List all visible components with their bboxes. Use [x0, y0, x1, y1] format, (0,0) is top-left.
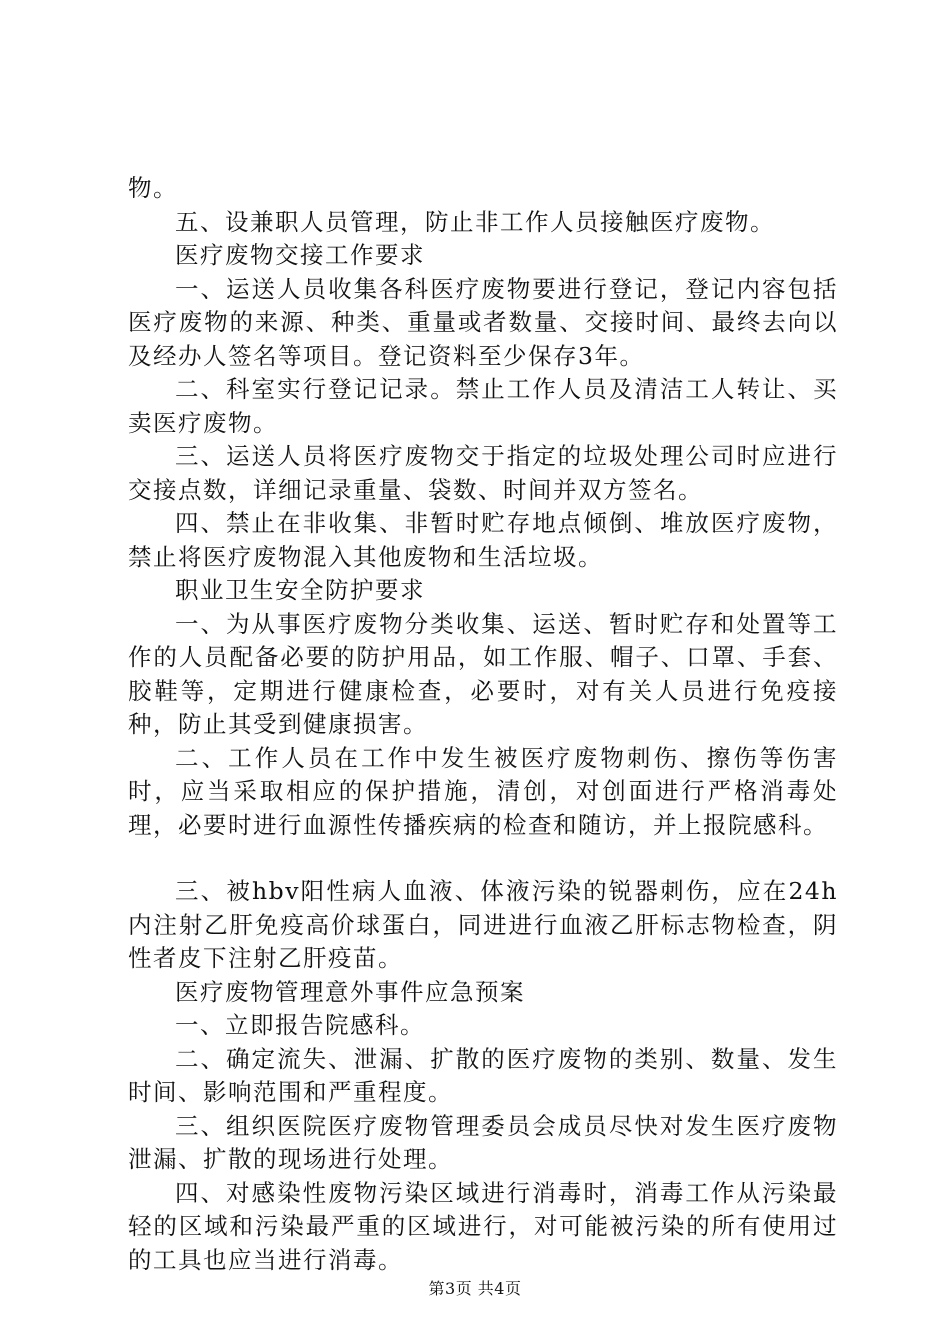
page-footer: 第3页 共4页 [428, 1279, 522, 1298]
paragraph: 三、被hbv阳性病人血液、体液污染的锐器刺伤，应在24h内注射乙肝免疫高价球蛋白，同进进行血液乙肝标志物检查，阴性者皮下注射乙肝疫苗。 [128, 877, 838, 972]
section-heading: 职业卫生安全防护要求 [175, 576, 425, 604]
paragraph: 三、运送人员将医疗废物交于指定的垃圾处理公司时应进行交接点数，详细记录重量、袋数、时间并双方签名。 [128, 442, 838, 504]
paragraph-continuation: 物。 [128, 174, 178, 202]
paragraph: 四、对感染性废物污染区域进行消毒时，消毒工作从污染最轻的区域和污染最严重的区域进行，对可能被污染的所有使用过的工具也应当进行消毒。 [128, 1178, 838, 1274]
paragraph: 二、工作人员在工作中发生被医疗废物刺伤、擦伤等伤害时，应当采取相应的保护措施，清创，对创面进行严格消毒处理，必要时进行血源性传播疾病的检查和随访，并上报院感科。 [128, 743, 838, 839]
paragraph: 一、立即报告院感科。 [175, 1011, 425, 1039]
document-body [128, 172, 838, 1277]
paragraph: 二、确定流失、泄漏、扩散的医疗废物的类别、数量、发生时间、影响范围和严重程度。 [128, 1044, 838, 1106]
section-heading: 医疗废物交接工作要求 [175, 241, 425, 269]
paragraph: 一、运送人员收集各科医疗废物要进行登记，登记内容包括医疗废物的来源、种类、重量或者数量、交接时间、最终去向以及经办人签名等项目。登记资料至少保存3年。 [128, 274, 838, 370]
paragraph: 四、禁止在非收集、非暂时贮存地点倾倒、堆放医疗废物，禁止将医疗废物混入其他废物和生活垃圾。 [128, 509, 838, 571]
paragraph: 二、科室实行登记记录。禁止工作人员及清洁工人转让、买卖医疗废物。 [128, 375, 838, 437]
paragraph: 五、设兼职人员管理，防止非工作人员接触医疗废物。 [175, 207, 775, 236]
paragraph: 三、组织医院医疗废物管理委员会成员尽快对发生医疗废物泄漏、扩散的现场进行处理。 [128, 1111, 838, 1173]
section-heading: 医疗废物管理意外事件应急预案 [175, 977, 525, 1006]
paragraph: 一、为从事医疗废物分类收集、运送、暂时贮存和处置等工作的人员配备必要的防护用品，如工作服、帽子、口罩、手套、胶鞋等，定期进行健康检查，必要时，对有关人员进行免疫接种，防止其受到健康损害。 [128, 609, 838, 738]
